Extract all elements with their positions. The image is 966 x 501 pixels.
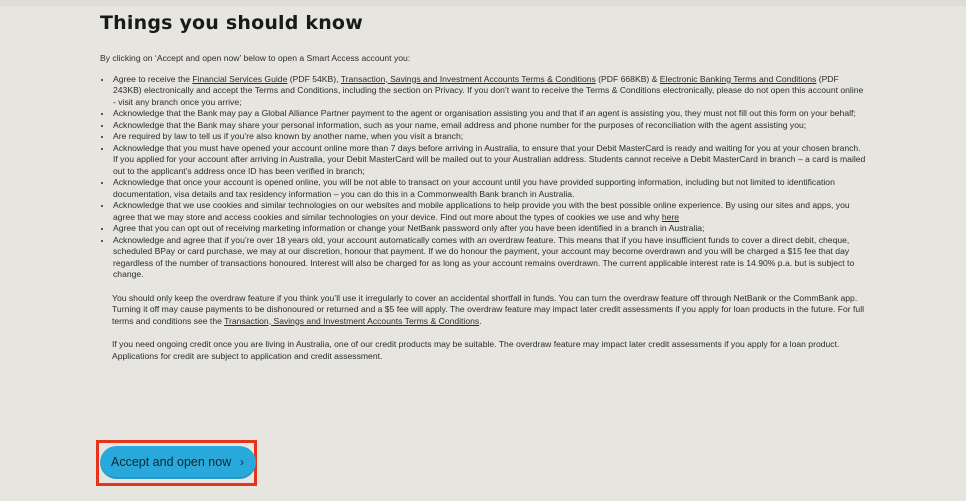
terms-section — [100, 10, 866, 362]
top-strip — [0, 0, 966, 6]
list-item: • Are required by law to tell us if you’re also known by another name, when you visit a branch; — [112, 131, 866, 143]
list-item: • Agree to receive the Financial Services Guide (PDF 54KB), Transaction, Savings and Investment Accounts Terms & Conditions (PDF 668KB) & Electronic Banking Terms and Conditions (PDF 243KB) electronically and accept the Terms and Conditions, including the section on Privacy. If you don’t want to receive the Terms & Conditions electronically, please do not open this account online - visit any branch once you arrive; — [112, 74, 866, 109]
credit-paragraph: If you need ongoing credit once you are living in Australia, one of our credit products may be suitable. The overdraw feature may impact later credit assessments if you apply for a loan product. Applications for credit are subject to application and credit assessment. — [112, 339, 840, 361]
list-item: • Agree that you can opt out of receiving marketing information or change your NetBank password only after you have been identified in a branch in Australia; — [112, 223, 866, 235]
electronic-banking-terms-link[interactable]: Electronic Banking Terms and Conditions — [659, 73, 817, 84]
list-item: • Acknowledge and agree that if you’re over 18 years old, your account automatically comes with an overdraw feature. This means that if you have insufficient funds to cover a direct debit, cheque, scheduled BPay or card purchase, we may at our discretion, honour that payment. If we do honour the payment, your account may become overdrawn and you will be charged a $15 fee that day regardless of the number of transactions honoured. Interest will also be charged for as long as your account remains overdrawn. The current applicable interest rate is 14.90% p.a. but is subject to change. — [112, 235, 866, 281]
accounts-terms-link-2[interactable]: Transaction, Savings and Investment Accounts Terms & Conditions — [224, 315, 480, 326]
cookies-here-link[interactable]: here — [661, 211, 680, 222]
list-item: • Acknowledge that the Bank may share your personal information, such as your name, email address and phone number for the purposes of reconciliation with the agent assisting you; — [112, 120, 866, 132]
financial-services-guide-link[interactable]: Financial Services Guide — [192, 73, 288, 84]
overdraw-paragraph: You should only keep the overdraw feature if you think you’ll use it irregularly to cover an accidental shortfall in funds. You can turn the overdraw feature off through NetBank or the CommBank app. Turning it off may cause payments to be dishonoured or returned and a $5 fee will apply. The overdraw feature may impact later credit assessments if you apply for loan products in the future. For full terms and conditions see the Transaction, Savings and Investment Accounts Terms & Conditions. — [112, 292, 865, 326]
list-item: • Acknowledge that once your account is opened online, you will be not able to transact on your account until you have provided supporting information, including but not limited to identification documentation, visa details and tax residency information – you can do this in a Commonwealth Bank branch in Australia. — [112, 177, 866, 200]
page-title: Things you should know — [100, 12, 363, 34]
terms-list — [100, 74, 866, 281]
list-item: • Acknowledge that the Bank may pay a Global Alliance Partner payment to the agent or organisation assisting you and that if an agent is assisting you, they must not fill out this form on your behalf; — [112, 108, 866, 120]
accept-button-label: Accept and open now — [111, 455, 232, 469]
accounts-terms-link[interactable]: Transaction, Savings and Investment Accounts Terms & Conditions — [340, 73, 596, 84]
accept-and-open-button[interactable] — [100, 446, 256, 479]
list-item: • Acknowledge that you must have opened your account online more than 7 days before arriving in Australia, to ensure that your Debit MasterCard is ready and waiting for you at your chosen branch. If you applied for your account after arriving in Australia, your Debit MasterCard will be mailed out to your Australian address. Students cannot receive a Debit MasterCard in branch – a card is mailed out to the applicant’s address once ID has been verified in branch; — [112, 143, 866, 178]
list-item: • Acknowledge that we use cookies and similar technologies on our websites and mobile applications to help provide you with the best possible online experience. By using our sites and apps, you agree that we may store and access cookies and similar technologies on your device. Find out more about the types of cookies we use and why here — [112, 200, 866, 223]
intro-text: By clicking on ‘Accept and open now’ below to open a Smart Access account you: — [100, 53, 411, 63]
chevron-right-icon: › — [240, 455, 244, 469]
